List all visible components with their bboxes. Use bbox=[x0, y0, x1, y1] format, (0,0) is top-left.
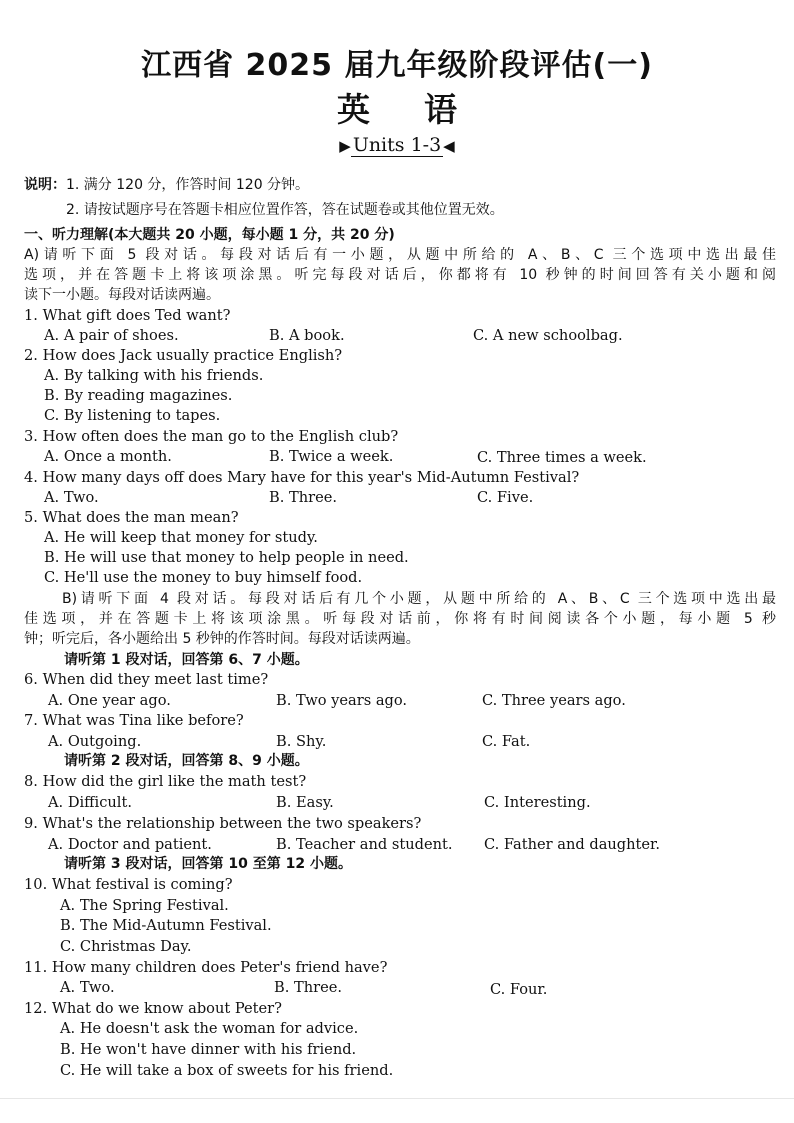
option-a: A. Once a month. bbox=[44, 448, 172, 465]
option-a: A. Outgoing. bbox=[48, 733, 142, 750]
option-c: C. Three times a week. bbox=[477, 449, 647, 466]
question-stem: 5. What does the man mean? bbox=[24, 509, 239, 526]
question-stem: 4. How many days off does Mary have for this year's Mid-Autumn Festival? bbox=[24, 469, 580, 486]
partA-instr-3: 读下一小题。每段对话读两遍。 bbox=[24, 287, 220, 303]
notes-line-1 bbox=[24, 176, 309, 195]
option-c: C. Father and daughter. bbox=[484, 836, 661, 853]
option-a: A. A pair of shoes. bbox=[44, 327, 179, 344]
units-banner bbox=[0, 134, 794, 156]
option-c: C. Four. bbox=[490, 981, 548, 998]
triangle-right-icon: ▶ bbox=[339, 137, 351, 155]
option-b: B. Three. bbox=[274, 979, 343, 996]
option-a: A. He doesn't ask the woman for advice. bbox=[60, 1020, 359, 1037]
page-bottom-divider bbox=[0, 1098, 794, 1099]
units-label: Units 1-3 bbox=[352, 134, 442, 156]
partA-instr-1: A)请听下面 5 段对话。每段对话后有一小题，从题中所给的 A、B、C 三个选项中选出最佳 bbox=[24, 247, 776, 263]
option-a: A. Two. bbox=[60, 979, 115, 996]
option-b: B. Shy. bbox=[276, 733, 327, 750]
option-c: C. He'll use the money to buy himself food. bbox=[44, 569, 363, 586]
option-c: C. Three years ago. bbox=[482, 692, 626, 709]
partA-instr-2: 选项，并在答题卡上将该项涂黑。听完每段对话后，你都将有 10 秒钟的时间回答有关小题和阅 bbox=[24, 267, 776, 283]
option-c: C. He will take a box of sweets for his friend. bbox=[60, 1062, 394, 1079]
option-c: C. Five. bbox=[477, 489, 534, 506]
partB-instr-3: 钟；听完后，各小题给出 5 秒钟的作答时间。每段对话读两遍。 bbox=[24, 631, 420, 647]
option-b: B. Three. bbox=[269, 489, 338, 506]
dialog-instr-2: 请听第 2 段对话，回答第 8、9 小题。 bbox=[64, 753, 309, 769]
option-c: C. Interesting. bbox=[484, 794, 591, 811]
option-c: C. Christmas Day. bbox=[60, 938, 192, 955]
option-c: C. A new schoolbag. bbox=[473, 327, 623, 344]
option-b: B. He won't have dinner with his friend. bbox=[60, 1041, 357, 1058]
partB-instr-2: 佳选项，并在答题卡上将该项涂黑。听每段对话前，你将有时间阅读各个小题，每小题 5 秒 bbox=[24, 611, 776, 627]
option-c: C. Fat. bbox=[482, 733, 531, 750]
option-a: A. By talking with his friends. bbox=[44, 367, 264, 384]
question-stem: 3. How often does the man go to the English club? bbox=[24, 428, 399, 445]
option-b: B. Easy. bbox=[276, 794, 334, 811]
option-b: B. The Mid-Autumn Festival. bbox=[60, 917, 272, 934]
option-c: C. By listening to tapes. bbox=[44, 407, 221, 424]
option-b: B. By reading magazines. bbox=[44, 387, 233, 404]
question-stem: 10. What festival is coming? bbox=[24, 876, 233, 893]
question-stem: 12. What do we know about Peter? bbox=[24, 1000, 282, 1017]
notes-label: 说明： bbox=[24, 177, 66, 193]
notes-line-2: 2. 请按试题序号在答题卡相应位置作答，答在试题卷或其他位置无效。 bbox=[66, 202, 504, 218]
option-b: B. He will use that money to help people in need. bbox=[44, 549, 409, 566]
subject-title: 英语 bbox=[337, 90, 511, 129]
question-stem: 9. What's the relationship between the two speakers? bbox=[24, 815, 422, 832]
dialog-instr-3: 请听第 3 段对话，回答第 10 至第 12 小题。 bbox=[64, 856, 352, 872]
triangle-left-icon: ◀ bbox=[443, 137, 455, 155]
question-stem: 1. What gift does Ted want? bbox=[24, 307, 231, 324]
question-stem: 7. What was Tina like before? bbox=[24, 712, 244, 729]
option-a: A. Two. bbox=[44, 489, 99, 506]
question-stem: 11. How many children does Peter's friend have? bbox=[24, 959, 388, 976]
option-b: B. Two years ago. bbox=[276, 692, 408, 709]
partB-instr-1: B)请听下面 4 段对话。每段对话后有几个小题，从题中所给的 A、B、C 三个选项中选出最 bbox=[62, 591, 776, 607]
option-a: A. He will keep that money for study. bbox=[44, 529, 318, 546]
option-a: A. One year ago. bbox=[48, 692, 171, 709]
section-heading: 一、听力理解(本大题共 20 小题，每小题 1 分，共 20 分) bbox=[24, 227, 395, 243]
option-a: A. The Spring Festival. bbox=[60, 897, 229, 914]
question-stem: 8. How did the girl like the math test? bbox=[24, 773, 307, 790]
option-b: B. Twice a week. bbox=[269, 448, 394, 465]
option-a: A. Difficult. bbox=[48, 794, 132, 811]
dialog-instr-1: 请听第 1 段对话，回答第 6、7 小题。 bbox=[64, 652, 309, 668]
question-stem: 6. When did they meet last time? bbox=[24, 671, 269, 688]
exam-title: 江西省 2025 届九年级阶段评估(一) bbox=[141, 48, 653, 83]
question-stem: 2. How does Jack usually practice English? bbox=[24, 347, 343, 364]
option-a: A. Doctor and patient. bbox=[48, 836, 212, 853]
notes-text-1: 1. 满分 120 分，作答时间 120 分钟。 bbox=[66, 177, 310, 193]
option-b: B. A book. bbox=[269, 327, 345, 344]
option-b: B. Teacher and student. bbox=[276, 836, 453, 853]
